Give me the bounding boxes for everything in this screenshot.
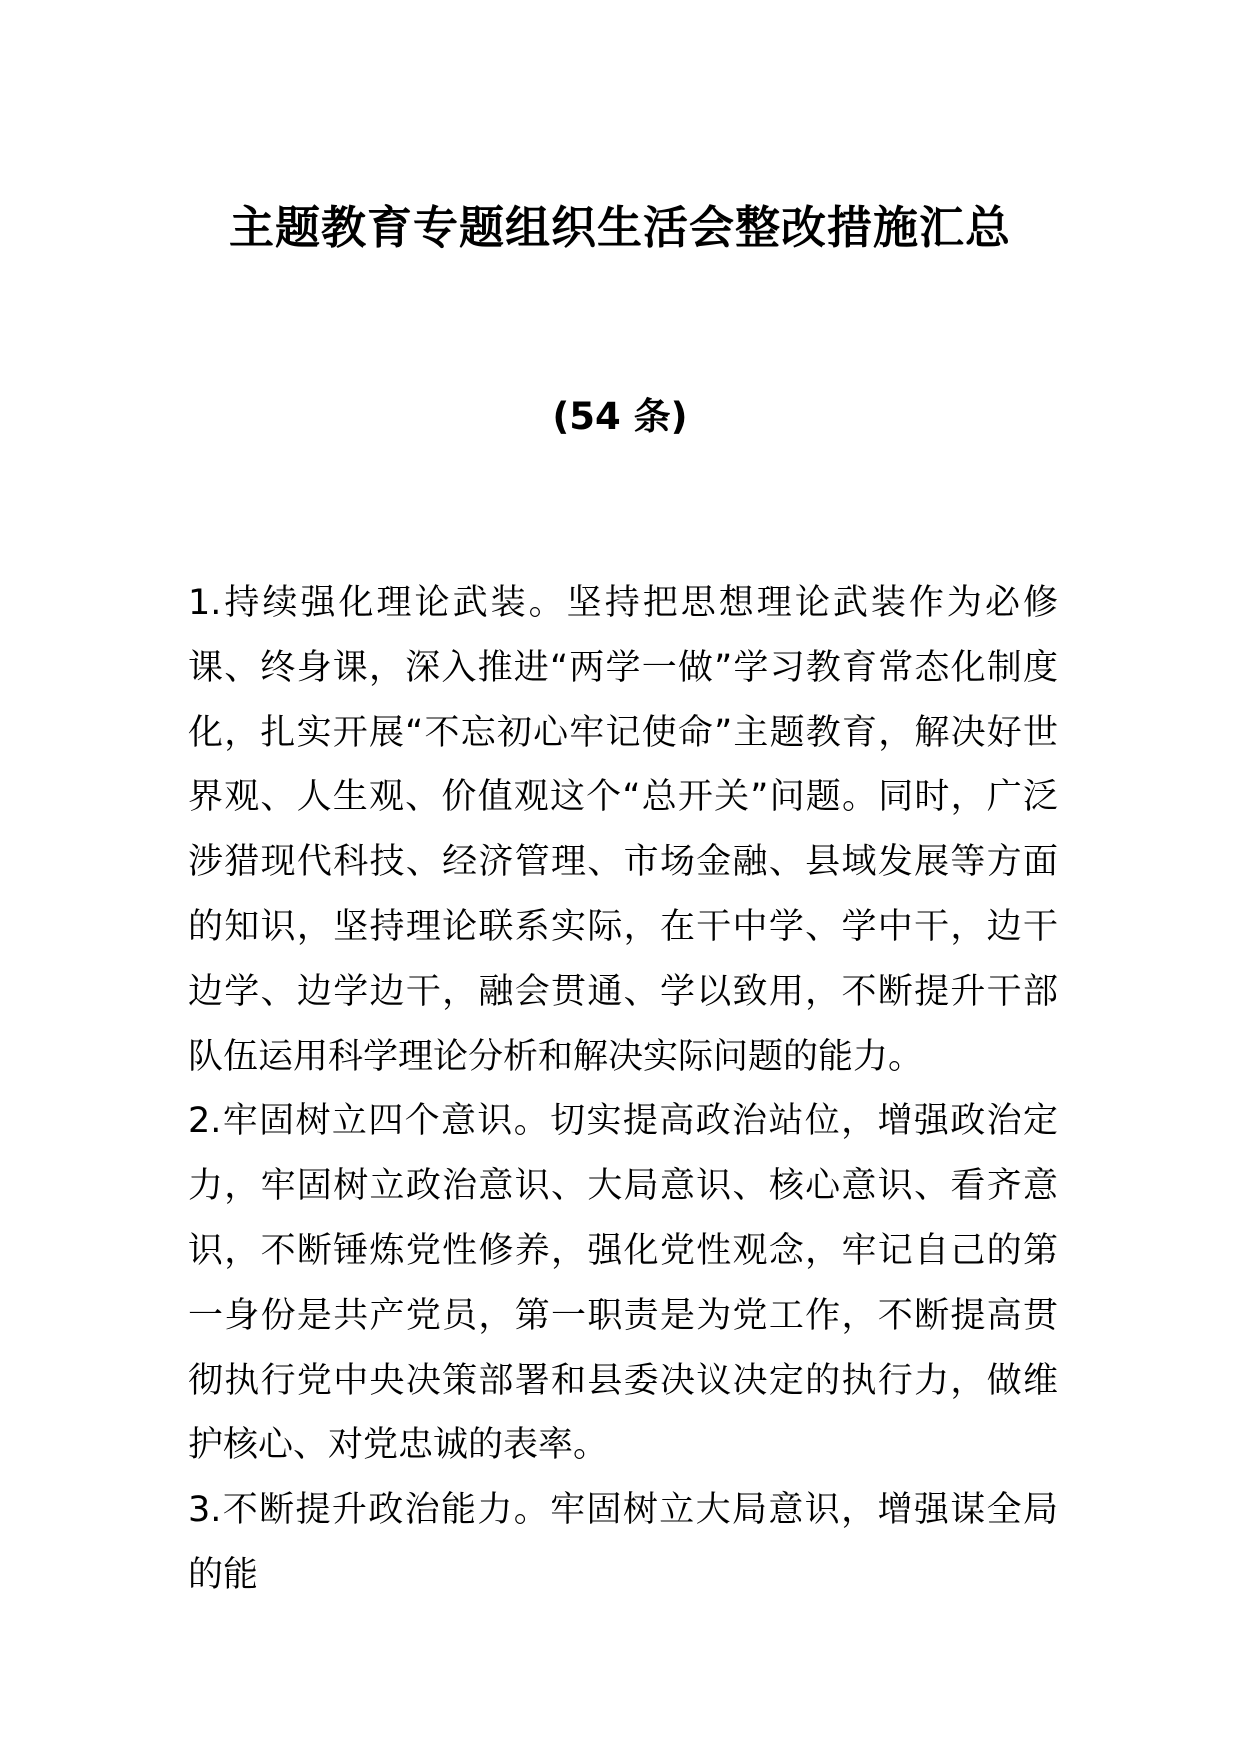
- paragraph-3: 3.不断提升政治能力。牢固树立大局意识，增强谋全局的能: [188, 1490, 1058, 1595]
- document-body: [188, 571, 1058, 1608]
- document-title: 主题教育专题组织生活会整改措施汇总: [228, 201, 1011, 254]
- document-subtitle: (54 条): [552, 395, 688, 438]
- paragraph-2: 2.牢固树立四个意识。切实提高政治站位，增强政治定力，牢固树立政治意识、大局意识、核心意识、看齐意识，不断锤炼党性修养，强化党性观念，牢记自己的第一身份是共产党员，第一职责是为党工作，不断提高贯彻执行党中央决策部署和县委决议决定的执行力，做维护核心、对党忠诚的表率。: [188, 1101, 1058, 1466]
- paragraph-1: 1.持续强化理论武装。坚持把思想理论武装作为必修课、终身课，深入推进“两学一做”学习教育常态化制度化，扎实开展“不忘初心牢记使命”主题教育，解决好世界观、人生观、价值观这个“总开关”问题。同时，广泛涉猎现代科技、经济管理、市场金融、县域发展等方面的知识，坚持理论联系实际，在干中学、学中干，边干边学、边学边干，融会贯通、学以致用，不断提升干部队伍运用科学理论分析和解决实际问题的能力。: [188, 583, 1058, 1077]
